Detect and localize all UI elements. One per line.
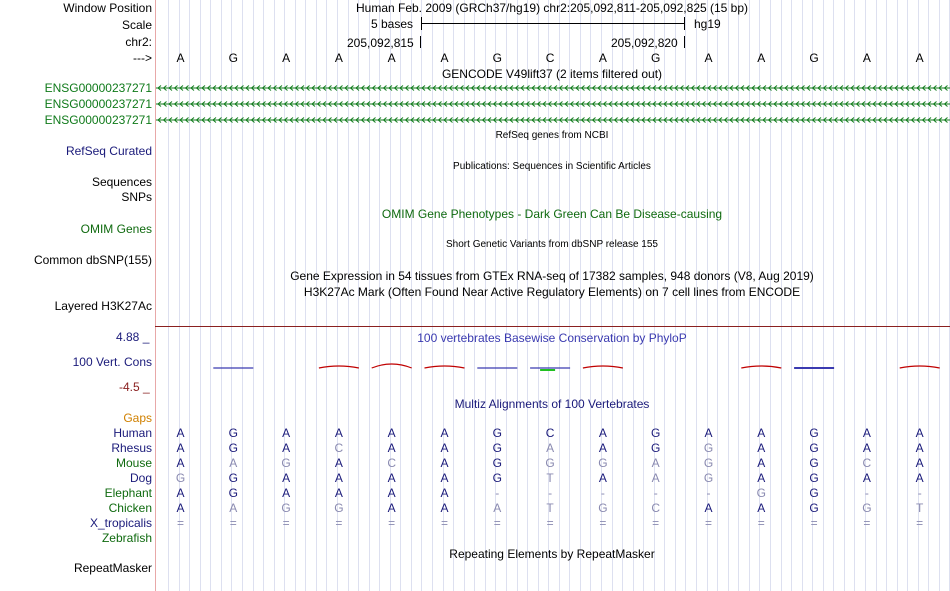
alignment-base: A bbox=[493, 501, 502, 515]
h3k27ac-baseline bbox=[155, 326, 950, 327]
alignment-base: A bbox=[176, 441, 185, 455]
alignment-base: A bbox=[915, 471, 924, 485]
alignment-base: = bbox=[599, 516, 607, 530]
alignment-base: G bbox=[703, 456, 714, 470]
alignment-base: A bbox=[334, 426, 343, 440]
h3k27ac-label[interactable]: Layered H3K27Ac bbox=[54, 299, 152, 313]
alignment-base: A bbox=[440, 456, 449, 470]
alignment-base: A bbox=[546, 441, 555, 455]
alignment-base: G bbox=[809, 426, 819, 440]
chrom-label: chr2: bbox=[125, 35, 152, 49]
omim-track-title[interactable]: OMIM Gene Phenotypes - Dark Green Can Be Disease-causing bbox=[381, 207, 723, 221]
scale-bar-right-tick bbox=[684, 17, 685, 30]
gaps-label[interactable]: Gaps bbox=[123, 411, 152, 425]
alignment-base: A bbox=[598, 471, 607, 485]
alignment-base: A bbox=[440, 486, 449, 500]
reference-base: A bbox=[757, 51, 766, 65]
alignment-base: = bbox=[176, 516, 184, 530]
reference-base: A bbox=[598, 51, 607, 65]
alignment-base: G bbox=[809, 486, 819, 500]
scale-bar-left-tick bbox=[421, 17, 422, 30]
alignment-base: C bbox=[651, 501, 661, 515]
gencode-track-title[interactable]: GENCODE V49lift37 (2 items filtered out) bbox=[441, 67, 663, 81]
publications-track-title[interactable]: Publications: Sequences in Scientific Articles bbox=[453, 161, 651, 172]
alignment-base: A bbox=[757, 456, 766, 470]
alignment-base: A bbox=[387, 471, 396, 485]
alignment-base: A bbox=[440, 501, 449, 515]
alignment-base: A bbox=[862, 426, 871, 440]
alignment-base: A bbox=[334, 456, 343, 470]
reference-base: G bbox=[651, 51, 661, 65]
reference-base: A bbox=[334, 51, 343, 65]
alignment-base: G bbox=[492, 441, 502, 455]
reference-base: A bbox=[387, 51, 396, 65]
alignment-base: A bbox=[176, 456, 185, 470]
alignment-base: = bbox=[704, 516, 712, 530]
alignment-base: G bbox=[651, 441, 661, 455]
alignment-base: A bbox=[757, 501, 766, 515]
scale-size-text: 5 bases bbox=[371, 17, 414, 31]
alignment-base: A bbox=[282, 441, 291, 455]
snps-label[interactable]: SNPs bbox=[121, 190, 152, 204]
alignment-base: G bbox=[703, 441, 714, 455]
alignment-base: G bbox=[756, 486, 766, 500]
phylop-wiggle-11 bbox=[741, 366, 781, 368]
alignment-base: A bbox=[176, 501, 185, 515]
alignment-base: A bbox=[176, 486, 185, 500]
alignment-base: A bbox=[704, 426, 713, 440]
reference-base: A bbox=[440, 51, 449, 65]
gencode-item-2[interactable]: ENSG00000237271 bbox=[44, 97, 152, 111]
phylop-max-value: 4.88 _ bbox=[116, 330, 150, 344]
reference-base: A bbox=[704, 51, 713, 65]
alignment-base: - bbox=[917, 486, 922, 500]
alignment-base: G bbox=[334, 501, 344, 515]
alignment-base: G bbox=[809, 456, 819, 470]
species-label-elephant[interactable]: Elephant bbox=[104, 486, 152, 500]
alignment-base: A bbox=[915, 456, 924, 470]
alignment-base: - bbox=[706, 486, 711, 500]
alignment-base: = bbox=[810, 516, 818, 530]
reference-base: A bbox=[915, 51, 924, 65]
alignment-base: T bbox=[546, 501, 554, 515]
alignment-base: = bbox=[493, 516, 501, 530]
alignment-base: = bbox=[652, 516, 660, 530]
species-label-dog[interactable]: Dog bbox=[129, 471, 152, 485]
window-position-label: Window Position bbox=[63, 1, 152, 15]
alignment-base: G bbox=[598, 501, 608, 515]
reference-base: A bbox=[176, 51, 185, 65]
dbsnp-label[interactable]: Common dbSNP(155) bbox=[33, 253, 152, 267]
alignment-base: = bbox=[229, 516, 237, 530]
gencode-intron-lines bbox=[156, 86, 950, 123]
species-label-human[interactable]: Human bbox=[113, 426, 152, 440]
species-label-x_tropicalis[interactable]: X_tropicalis bbox=[89, 516, 152, 530]
gencode-item-1[interactable]: ENSG00000237271 bbox=[44, 81, 152, 95]
alignment-base: A bbox=[282, 471, 291, 485]
reference-base: G bbox=[809, 51, 819, 65]
alignment-base: A bbox=[862, 471, 871, 485]
alignment-base: A bbox=[176, 426, 185, 440]
alignment-base: A bbox=[440, 426, 449, 440]
scale-db-text: hg19 bbox=[694, 17, 721, 31]
alignment-base: G bbox=[492, 426, 502, 440]
alignment-base: A bbox=[387, 441, 396, 455]
omim-label[interactable]: OMIM Genes bbox=[80, 222, 152, 236]
phylop-graph[interactable] bbox=[155, 355, 950, 375]
alignment-base: G bbox=[228, 471, 238, 485]
reference-base: G bbox=[492, 51, 502, 65]
coord-right-tick bbox=[684, 36, 685, 48]
alignment-base: A bbox=[282, 486, 291, 500]
phylop-wiggle-14 bbox=[900, 366, 940, 368]
alignment-base: C bbox=[334, 441, 344, 455]
repeatmasker-track-title[interactable]: Repeating Elements by RepeatMasker bbox=[449, 547, 655, 561]
species-label-chicken[interactable]: Chicken bbox=[108, 501, 152, 515]
species-label-zebrafish[interactable]: Zebrafish bbox=[101, 531, 152, 545]
phylop-wiggle-5 bbox=[425, 366, 465, 368]
alignment-base: A bbox=[757, 426, 766, 440]
alignment-base: A bbox=[229, 456, 238, 470]
gencode-item-3[interactable]: ENSG00000237271 bbox=[44, 113, 152, 127]
alignment-base: A bbox=[915, 441, 924, 455]
alignment-base: A bbox=[387, 486, 396, 500]
alignment-base: G bbox=[545, 456, 555, 470]
assembly-position-text: Human Feb. 2009 (GRCh37/hg19) chr2:205,092,811-205,092,825 (15 bp) bbox=[355, 1, 749, 15]
alignment-base: A bbox=[598, 426, 607, 440]
alignment-base: A bbox=[862, 441, 871, 455]
h3k27ac-track-title[interactable]: H3K27Ac Mark (Often Found Near Active Regulatory Elements) on 7 cell lines from ENCODE bbox=[303, 285, 801, 299]
alignment-base: G bbox=[703, 471, 714, 485]
strand-arrow-label: ---> bbox=[133, 51, 152, 65]
alignment-base: - bbox=[864, 486, 869, 500]
reference-base: G bbox=[228, 51, 238, 65]
reference-base: A bbox=[862, 51, 871, 65]
alignment-base: C bbox=[545, 426, 555, 440]
alignment-base: = bbox=[282, 516, 290, 530]
alignment-base: = bbox=[757, 516, 765, 530]
coord-right: 205,092,820 bbox=[611, 36, 678, 50]
phylop-wiggle-3 bbox=[319, 366, 359, 368]
scale-bar bbox=[421, 23, 684, 24]
alignment-base: A bbox=[387, 426, 396, 440]
alignment-base: A bbox=[334, 471, 343, 485]
alignment-base: = bbox=[546, 516, 554, 530]
alignment-base: A bbox=[282, 426, 291, 440]
alignment-base: G bbox=[281, 501, 291, 515]
alignment-base: A bbox=[704, 501, 713, 515]
alignment-base: G bbox=[809, 441, 819, 455]
coord-left: 205,092,815 bbox=[347, 36, 414, 50]
alignment-base: A bbox=[757, 441, 766, 455]
scale-label: Scale bbox=[121, 18, 152, 32]
alignment-base: G bbox=[228, 441, 238, 455]
phylop-label[interactable]: 100 Vert. Cons bbox=[72, 355, 152, 369]
alignment-base: = bbox=[335, 516, 343, 530]
alignment-base: A bbox=[651, 456, 660, 470]
alignment-base: G bbox=[175, 471, 186, 485]
alignment-base: G bbox=[281, 456, 291, 470]
reference-base: C bbox=[545, 51, 555, 65]
alignment-base: A bbox=[757, 471, 766, 485]
alignment-base: A bbox=[387, 501, 396, 515]
alignment-base: A bbox=[915, 426, 924, 440]
phylop-min-value: -4.5 _ bbox=[119, 380, 150, 394]
reference-base: A bbox=[282, 51, 291, 65]
alignment-base: - bbox=[600, 486, 605, 500]
alignment-base: A bbox=[229, 501, 238, 515]
dbsnp-track-title[interactable]: Short Genetic Variants from dbSNP release 155 bbox=[446, 239, 658, 250]
species-label-mouse[interactable]: Mouse bbox=[115, 456, 152, 470]
phylop-wiggle-4 bbox=[372, 364, 412, 368]
refseq-track-title[interactable]: RefSeq genes from NCBI bbox=[495, 130, 609, 141]
gencode-gene-features[interactable] bbox=[156, 80, 950, 128]
alignment-base: G bbox=[228, 426, 238, 440]
alignment-base: = bbox=[388, 516, 396, 530]
alignment-base: G bbox=[492, 456, 502, 470]
alignment-base: T bbox=[916, 501, 924, 515]
alignment-base: G bbox=[651, 426, 661, 440]
phylop-track-title[interactable]: 100 vertebrates Basewise Conservation by PhyloP bbox=[417, 331, 687, 345]
alignment-base: - bbox=[495, 486, 500, 500]
alignment-base: G bbox=[809, 501, 819, 515]
phylop-wiggle-8 bbox=[583, 366, 623, 368]
gtex-track-title[interactable]: Gene Expression in 54 tissues from GTEx RNA-seq of 17382 samples, 948 donors (V8, Aug 2019) bbox=[290, 269, 814, 283]
species-label-rhesus[interactable]: Rhesus bbox=[111, 441, 152, 455]
refseq-label[interactable]: RefSeq Curated bbox=[65, 144, 152, 158]
alignment-base: A bbox=[651, 471, 660, 485]
alignment-base: = bbox=[916, 516, 924, 530]
alignment-base: T bbox=[546, 471, 554, 485]
alignment-base: A bbox=[334, 486, 343, 500]
alignment-base: G bbox=[598, 456, 608, 470]
alignment-base: = bbox=[440, 516, 448, 530]
multiz-track-title[interactable]: Multiz Alignments of 100 Vertebrates bbox=[454, 397, 650, 411]
alignment-base: C bbox=[387, 456, 397, 470]
alignment-base: G bbox=[862, 501, 872, 515]
alignment-base: - bbox=[548, 486, 553, 500]
sequences-label[interactable]: Sequences bbox=[91, 175, 152, 189]
alignment-base: C bbox=[862, 456, 872, 470]
alignment-base: A bbox=[440, 441, 449, 455]
alignment-base: G bbox=[492, 471, 502, 485]
alignment-base: = bbox=[863, 516, 871, 530]
alignment-base: G bbox=[809, 471, 819, 485]
alignment-base: A bbox=[598, 441, 607, 455]
coord-left-tick bbox=[420, 36, 421, 48]
alignment-base: - bbox=[653, 486, 658, 500]
alignment-base: A bbox=[440, 471, 449, 485]
alignment-base: G bbox=[228, 486, 238, 500]
repeatmasker-label[interactable]: RepeatMasker bbox=[73, 561, 152, 575]
